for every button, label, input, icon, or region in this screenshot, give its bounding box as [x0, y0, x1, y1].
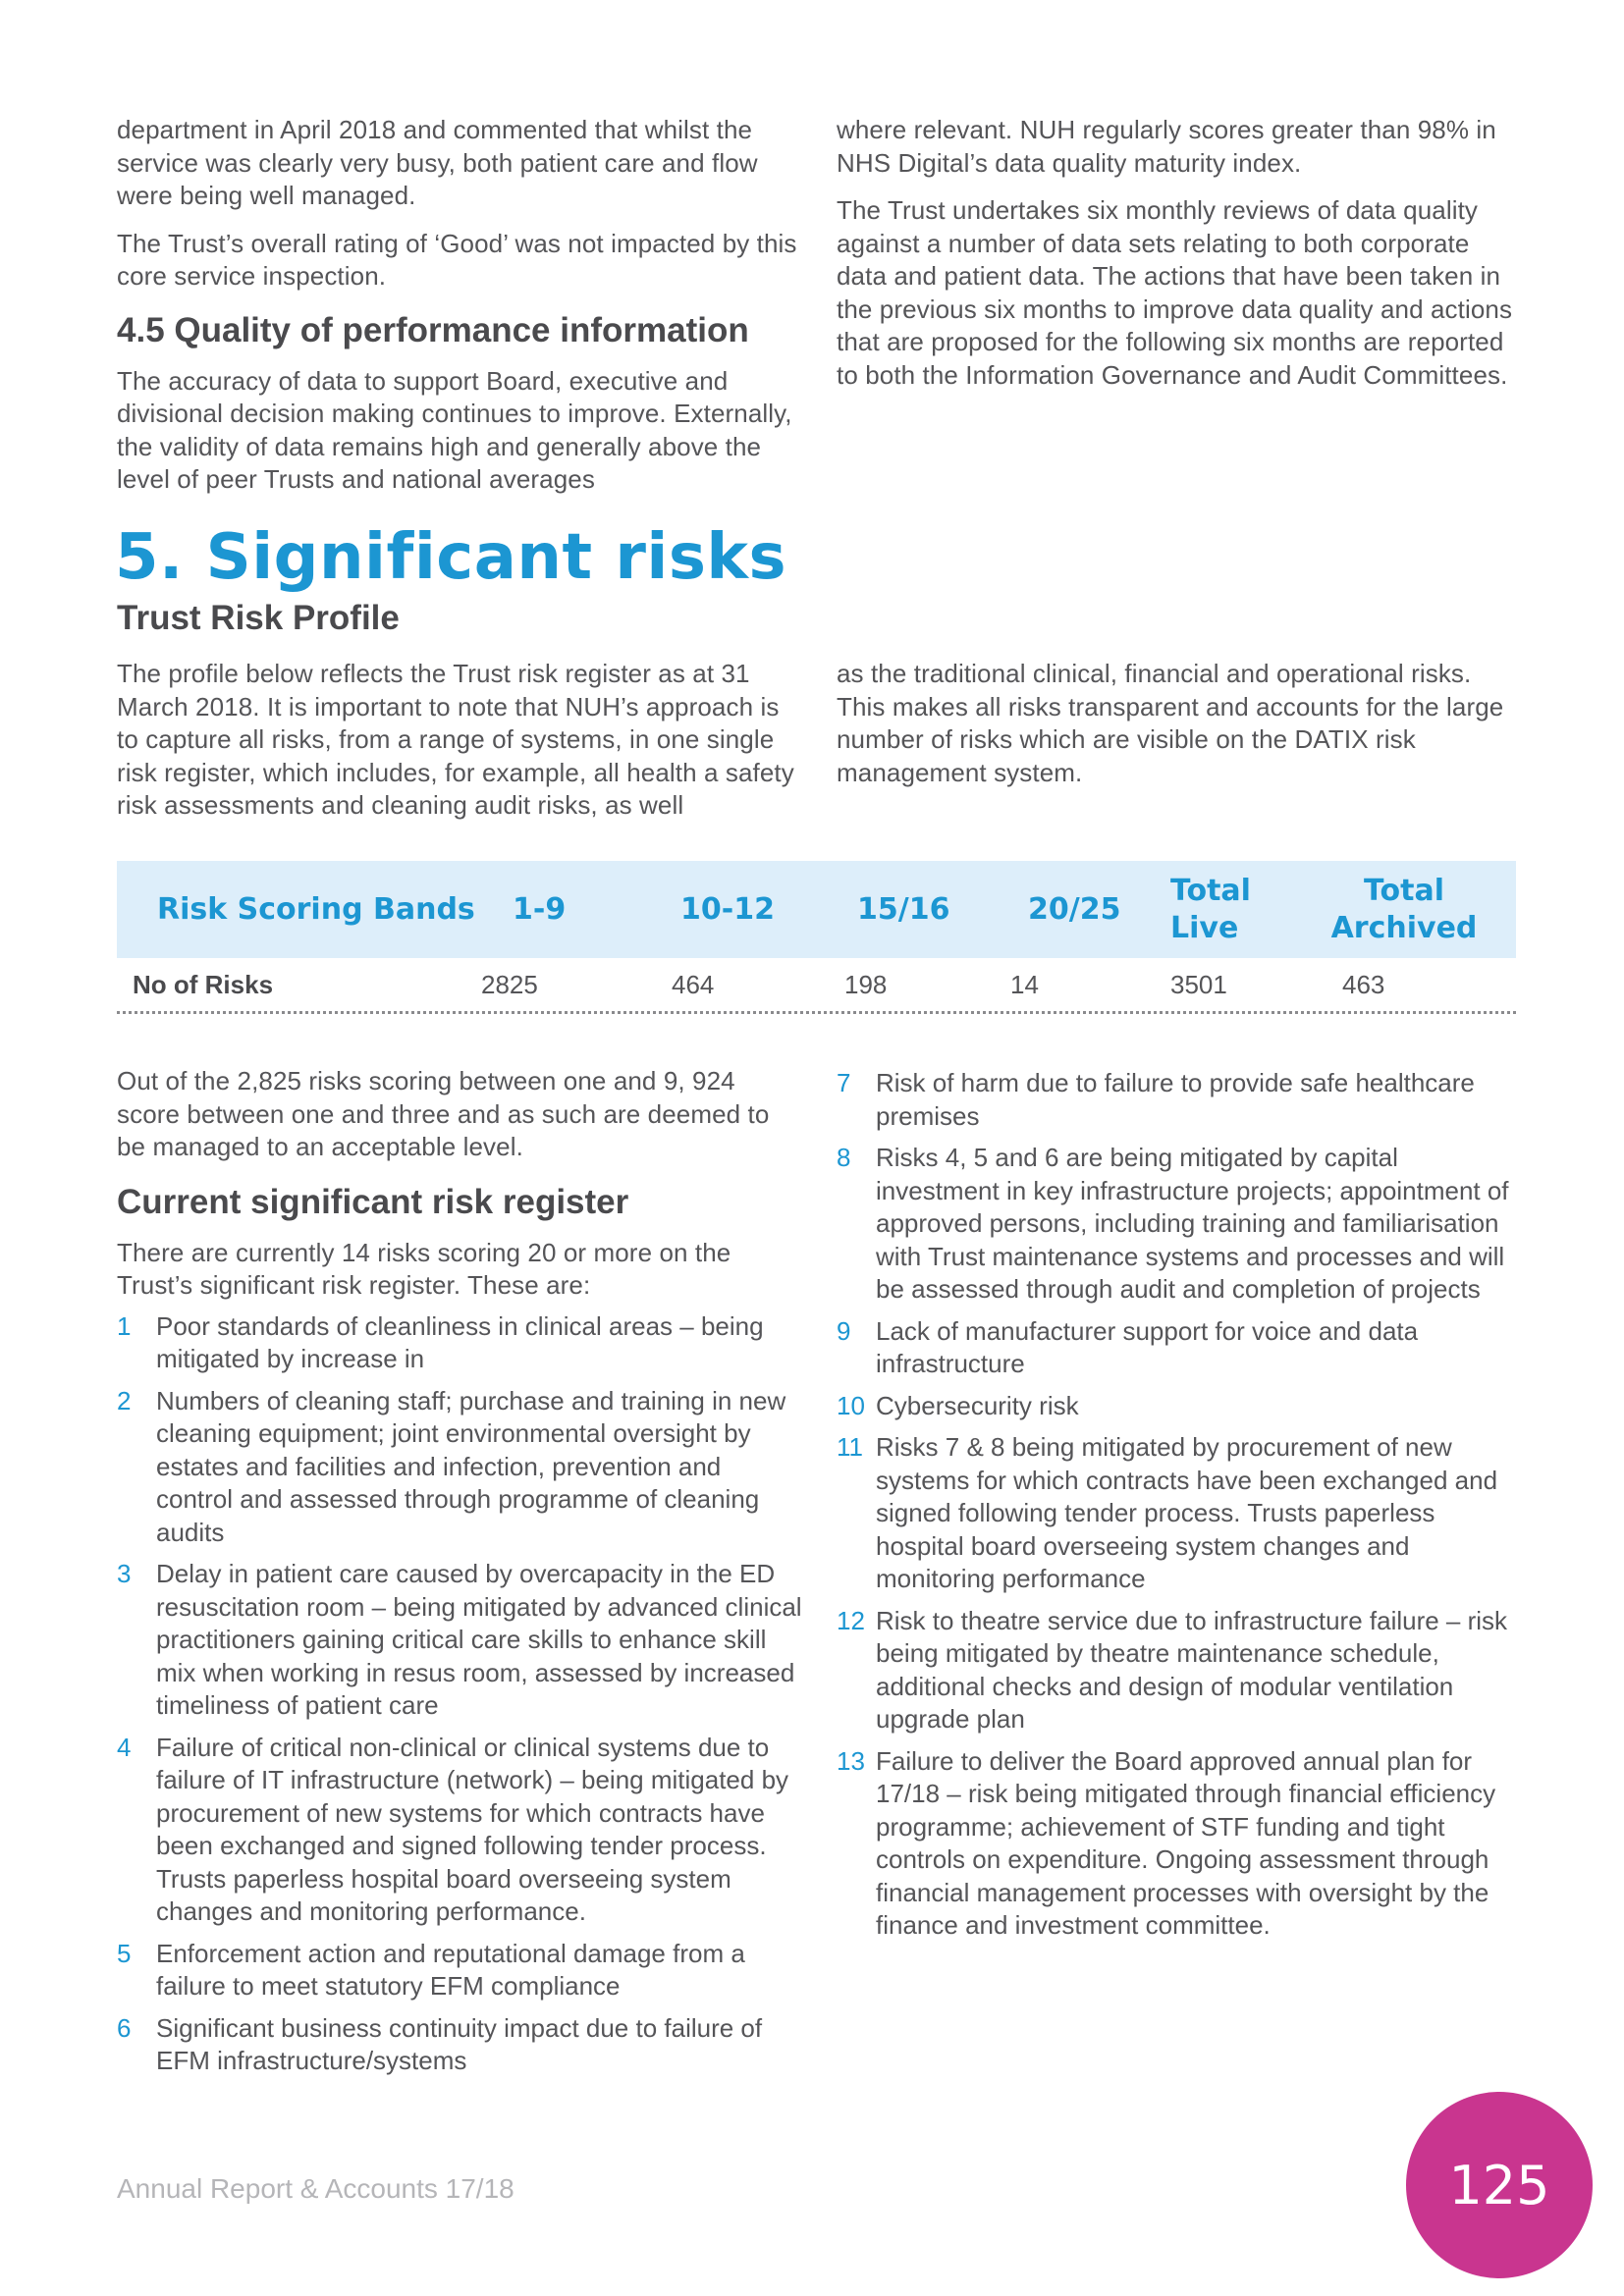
- list-item-text: Cybersecurity risk: [876, 1390, 1079, 1420]
- value-total-archived: 463: [1342, 969, 1385, 999]
- list-item-number: 11: [837, 1432, 863, 1462]
- list-item: [117, 1310, 804, 1376]
- list-item: [117, 1385, 804, 1550]
- risk-list-right: [837, 1067, 1524, 1943]
- list-item-number: 9: [837, 1315, 851, 1346]
- list-item: [837, 1605, 1524, 1736]
- list-item-number: 12: [837, 1605, 865, 1635]
- list-item-number: 13: [837, 1745, 865, 1776]
- value-band-20-25: 14: [1010, 969, 1039, 999]
- risk-list-left: [117, 1310, 804, 2078]
- value-band-1-9: 2825: [481, 969, 538, 999]
- value-total-live: 3501: [1170, 969, 1227, 999]
- reviews-paragraph: The Trust undertakes six monthly reviews of data quality against a number of data sets relating to both corporate data and patient data. The actions that have been taken in the previous six months to improve data quality and actions that are proposed for the following six months are reported to both the Information Governance and Audit Committees.: [837, 195, 1513, 390]
- header-total-live: Total Live: [1170, 873, 1251, 945]
- list-item-text: Poor standards of cleanliness in clinical areas – being mitigated by increase in: [156, 1310, 764, 1373]
- data-quality-paragraph: where relevant. NUH regularly scores greater than 98% in NHS Digital’s data quality maturity index.: [837, 115, 1496, 178]
- value-band-15-16: 198: [844, 969, 888, 999]
- profile-heading: Trust Risk Profile: [117, 599, 400, 637]
- page-number-badge: 125: [1406, 2092, 1593, 2278]
- register-heading: Current significant risk register: [117, 1182, 629, 1221]
- list-item-text: Risk to theatre service due to infrastructure failure – risk being mitigated by theatre maintenance schedule, additional checks and design of modular ventilation upgrade plan: [876, 1605, 1508, 1734]
- list-item-number: 4: [117, 1732, 132, 1762]
- inspection-paragraph: department in April 2018 and commented that whilst the service was clearly very busy, both patient care and flow were being well managed.: [117, 115, 758, 210]
- header-band-15-16: 15/16: [857, 891, 950, 927]
- list-item-number: 10: [837, 1390, 865, 1420]
- list-item: [117, 1732, 804, 1929]
- list-item-number: 5: [117, 1938, 132, 1968]
- list-item: [117, 1938, 804, 2003]
- list-item: [117, 1558, 804, 1723]
- list-item: [837, 1142, 1524, 1307]
- list-item-text: Failure to deliver the Board approved annual plan for 17/18 – risk being mitigated through financial efficiency programme; achievement of STF funding and tight controls on expenditure. Ongoing assessment through financial management processes with oversight by the finance and investment committee.: [876, 1745, 1496, 1940]
- list-item-text: Delay in patient care caused by overcapacity in the ED resuscitation room – being mitigated by advanced clinical practitioners gaining critical care skills to enhance skill mix when working in resus room, assessed by increased timeliness of patient care: [156, 1559, 802, 1720]
- list-item-text: Failure of critical non-clinical or clinical systems due to failure of IT infrastructure (network) – being mitigated by procurement of new systems for which contracts have been exchanged and signed following tender process. Trusts paperless hospital board overseeing system changes and monitoring performance.: [156, 1732, 789, 1926]
- profile-left-paragraph: The profile below reflects the Trust risk register as at 31 March 2018. It is important to note that NUH’s approach is to capture all risks, from a range of systems, in one single risk register, which includes, for example, all health a safety risk assessments and cleaning audit risks, as well: [117, 659, 794, 820]
- list-item-number: 2: [117, 1385, 132, 1415]
- quality-paragraph: The accuracy of data to support Board, executive and divisional decision making continues to improve. Externally, the validity of data remains high and generally above the level of peer Trusts and national averages: [117, 365, 792, 494]
- scoring-summary-paragraph: Out of the 2,825 risks scoring between one and 9, 924 score between one and three and as such are deemed to be managed to an acceptable level.: [117, 1066, 770, 1161]
- header-band-1-9: 1-9: [513, 891, 567, 927]
- profile-right-paragraph: as the traditional clinical, financial and operational risks. This makes all risks transparent and accounts for the large number of risks which are visible on the DATIX risk management system.: [837, 659, 1504, 787]
- list-item-text: Enforcement action and reputational damage from a failure to meet statutory EFM compliance: [156, 1938, 745, 2001]
- list-item: [837, 1390, 1524, 1423]
- risk-scoring-table: [117, 861, 1516, 1014]
- list-item-number: 1: [117, 1310, 132, 1341]
- list-item: [837, 1315, 1524, 1381]
- header-band-10-12: 10-12: [680, 891, 775, 927]
- register-intro-paragraph: There are currently 14 risks scoring 20 or more on the Trust’s significant risk register. These are:: [117, 1237, 731, 1300]
- profile-left-column: [117, 658, 804, 837]
- list-item-number: 7: [837, 1068, 851, 1097]
- list-item-number: 6: [117, 2012, 132, 2043]
- section-title: 5. Significant risks: [115, 521, 787, 594]
- quality-heading: 4.5 Quality of performance information: [117, 310, 749, 349]
- row-label: No of Risks: [133, 969, 274, 999]
- table-row: [117, 958, 1516, 1014]
- top-right-column: [837, 114, 1524, 406]
- profile-right-column: [837, 658, 1524, 804]
- lower-right-column: [837, 1067, 1524, 1951]
- list-item: [837, 1067, 1524, 1133]
- list-item: [837, 1431, 1524, 1596]
- footer-title: Annual Report & Accounts 17/18: [117, 2173, 514, 2204]
- lower-left-column: [117, 1065, 804, 2087]
- list-item-text: Risks 4, 5 and 6 are being mitigated by capital investment in key infrastructure projects; appointment of approved persons, including training and familiarisation with Trust maintenance systems and processes and will be assessed through audit and completion of projects: [876, 1143, 1509, 1304]
- top-left-column: [117, 114, 804, 511]
- list-item-text: Risks 7 & 8 being mitigated by procurement of new systems for which contracts have been exchanged and signed following tender process. Trusts paperless hospital board overseeing system changes and monitoring performance: [876, 1432, 1498, 1593]
- header-risk-scoring-bands: Risk Scoring Bands: [157, 891, 475, 927]
- list-item-number: 3: [117, 1559, 132, 1588]
- list-item-number: 8: [837, 1143, 851, 1172]
- list-item-text: Numbers of cleaning staff; purchase and training in new cleaning equipment; joint environmental oversight by estates and facilities and infection, prevention and control and assessed through programme of cleaning audits: [156, 1385, 786, 1547]
- list-item: [117, 2012, 804, 2078]
- list-item: [837, 1745, 1524, 1943]
- table-header-row: [117, 861, 1516, 958]
- list-item-text: Significant business continuity impact due to failure of EFM infrastructure/systems: [156, 2012, 763, 2075]
- header-total-archived: Total Archived: [1330, 873, 1478, 945]
- rating-paragraph: The Trust’s overall rating of ‘Good’ was not impacted by this core service inspection.: [117, 228, 797, 291]
- list-item-text: Lack of manufacturer support for voice and data infrastructure: [876, 1315, 1419, 1378]
- list-item-text: Risk of harm due to failure to provide safe healthcare premises: [876, 1068, 1475, 1131]
- value-band-10-12: 464: [672, 969, 715, 999]
- header-band-20-25: 20/25: [1028, 891, 1121, 927]
